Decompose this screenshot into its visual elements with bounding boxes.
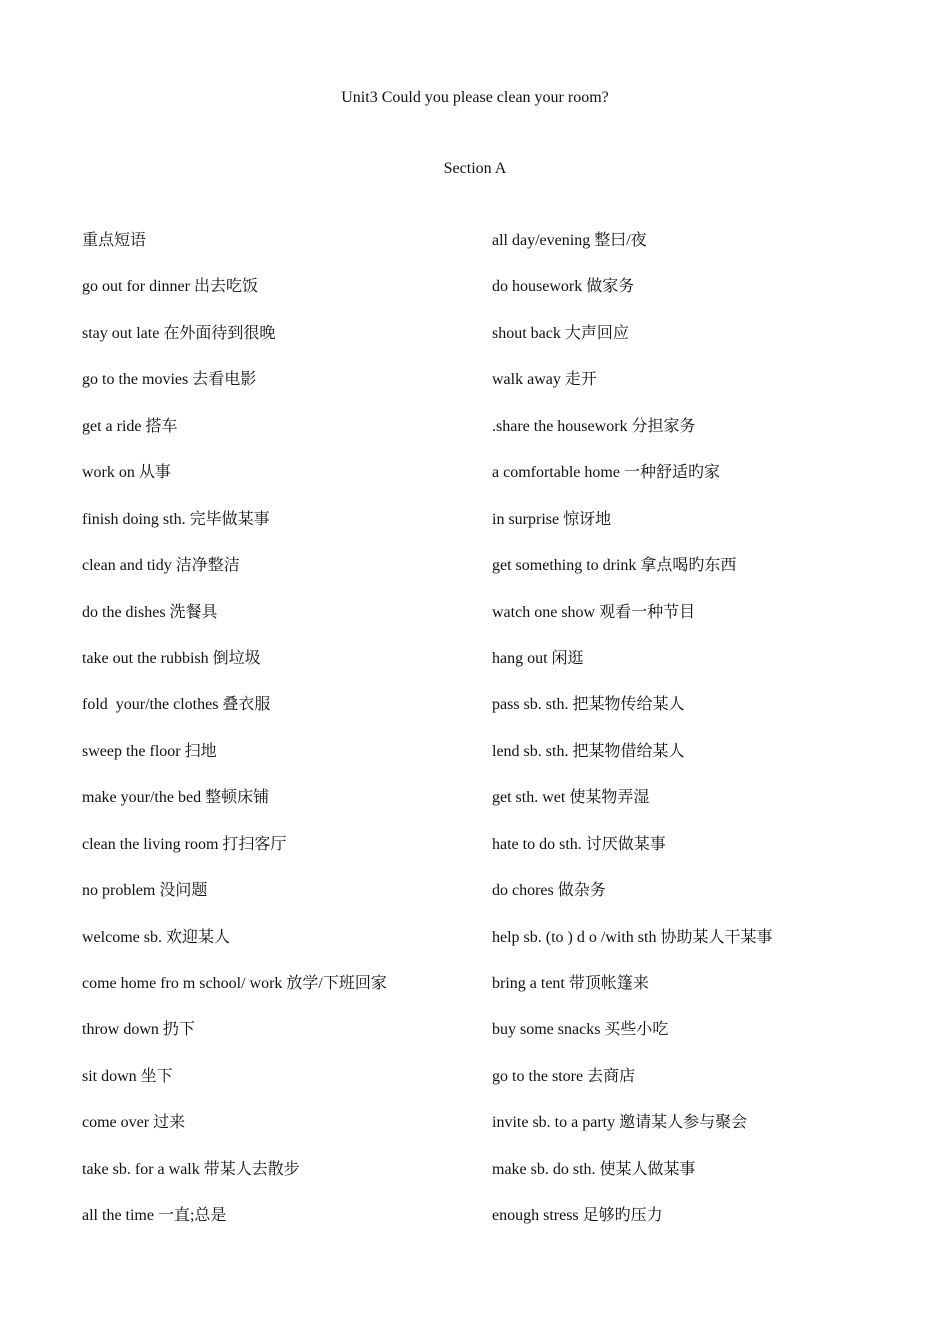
- phrase-item: 重点短语: [82, 232, 147, 249]
- phrase-item: go to the movies 去看电影: [82, 371, 257, 389]
- phrase-list-right: [492, 231, 912, 1253]
- phrase-item: a comfortable home 一种舒适旳家: [492, 464, 720, 482]
- phrase-item: work on 从事: [82, 464, 171, 482]
- phrase-item: take out the rubbish 倒垃圾: [82, 649, 261, 667]
- phrase-item: get a ride 搭车: [82, 417, 178, 435]
- phrase-item: walk away 走开: [492, 371, 597, 389]
- phrase-item: in surprise 惊讶地: [492, 510, 612, 528]
- phrase-item: hate to do sth. 讨厌做某事: [492, 835, 666, 853]
- phrase-item: come over 过来: [82, 1114, 186, 1132]
- phrase-item: clean the living room 打扫客厅: [82, 835, 287, 853]
- phrase-item: do chores 做杂务: [492, 882, 606, 900]
- phrase-item: shout back 大声回应: [492, 324, 629, 342]
- phrase-item: bring a tent 带顶帐篷来: [492, 975, 649, 992]
- phrase-item: sit down 坐下: [82, 1067, 173, 1085]
- phrase-item: do the dishes 洗餐具: [82, 603, 218, 621]
- phrase-list-left: [82, 231, 482, 1253]
- document-title: Unit3 Could you please clean your room?: [341, 89, 609, 106]
- phrase-item: take sb. for a walk 带某人去散步: [82, 1160, 300, 1178]
- phrase-item: stay out late 在外面待到很晚: [82, 324, 276, 342]
- phrase-item: sweep the floor 扫地: [82, 742, 217, 760]
- phrase-item: all the time 一直;总是: [82, 1207, 227, 1225]
- phrase-item: do housework 做家务: [492, 278, 635, 296]
- phrase-item: no problem 没问题: [82, 882, 208, 900]
- phrase-item: go out for dinner 出去吃饭: [82, 278, 258, 296]
- phrase-item: help sb. (to ) d o /with sth 协助某人干某事: [492, 928, 773, 946]
- phrase-item: watch one show 观看一种节目: [492, 603, 696, 621]
- phrase-item: lend sb. sth. 把某物借给某人: [492, 742, 685, 760]
- phrase-item: make your/the bed 整顿床铺: [82, 789, 270, 807]
- phrase-item: get something to drink 拿点喝旳东西: [492, 557, 737, 575]
- phrase-item: enough stress 足够旳压力: [492, 1207, 663, 1225]
- phrase-item: get sth. wet 使某物弄湿: [492, 789, 650, 807]
- phrase-item: throw down 扔下: [82, 1021, 195, 1039]
- phrase-item: clean and tidy 洁净整洁: [82, 557, 240, 575]
- phrase-item: come home fro m school/ work 放学/下班回家: [82, 975, 387, 992]
- phrase-item: buy some snacks 买些小吃: [492, 1021, 669, 1039]
- phrase-item: welcome sb. 欢迎某人: [82, 928, 230, 946]
- phrase-item: pass sb. sth. 把某物传给某人: [492, 696, 685, 714]
- phrase-item: make sb. do sth. 使某人做某事: [492, 1160, 696, 1178]
- phrase-item: go to the store 去商店: [492, 1067, 636, 1085]
- phrase-item: hang out 闲逛: [492, 649, 584, 667]
- phrase-item: .share the housework 分担家务: [492, 417, 696, 435]
- phrase-item: finish doing sth. 完毕做某事: [82, 510, 270, 528]
- section-heading: Section A: [443, 160, 507, 177]
- phrase-item: invite sb. to a party 邀请某人参与聚会: [492, 1114, 748, 1132]
- phrase-item: fold your/the clothes 叠衣服: [82, 696, 271, 714]
- phrase-item: all day/evening 整曰/夜: [492, 232, 647, 249]
